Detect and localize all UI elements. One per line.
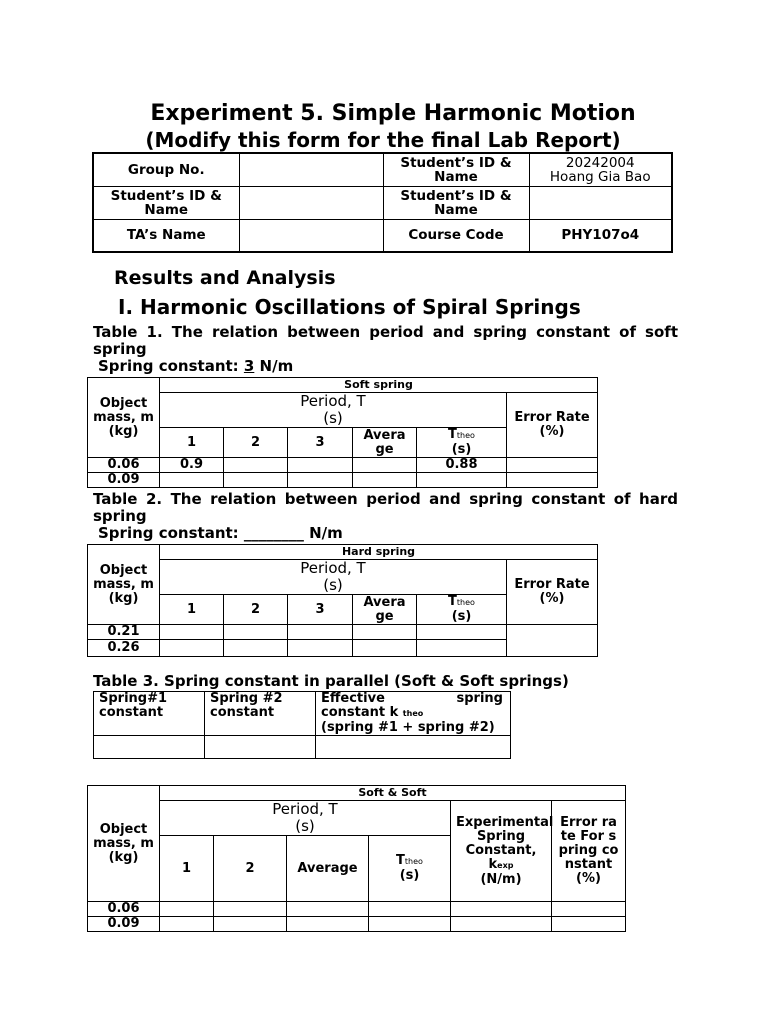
- table4-row2-kexp[interactable]: [451, 917, 552, 932]
- table2-col-2: 2: [224, 595, 288, 625]
- table2-row2-avg[interactable]: [353, 640, 417, 657]
- table1-row2-t2[interactable]: [224, 473, 288, 488]
- table1-constant: [98, 358, 293, 375]
- table4-row1-t2[interactable]: [214, 902, 287, 917]
- ttheo-unit: (s): [399, 868, 420, 883]
- student-value-2[interactable]: [239, 186, 383, 219]
- table3-col3-sub: theo: [402, 709, 424, 718]
- table1-col-ttheo: [417, 428, 507, 458]
- student-label-3: Student’s ID & Name: [383, 186, 529, 219]
- table2-period-line2: (s): [323, 576, 343, 594]
- ttheo-sub: theo: [456, 598, 475, 607]
- table3-col3-header: [316, 692, 511, 736]
- table1-row1-t1[interactable]: 0.9: [160, 458, 224, 473]
- table3-spring1-value[interactable]: [94, 736, 205, 759]
- table2-row1-mass: 0.21: [88, 625, 160, 640]
- table1-row2-mass: 0.09: [88, 473, 160, 488]
- table1-row1-t3[interactable]: [288, 458, 353, 473]
- section-1: I. Harmonic Oscillations of Spiral Springs: [118, 295, 581, 319]
- group-no-label: Group No.: [93, 153, 239, 186]
- table1-row2-t1[interactable]: [160, 473, 224, 488]
- table2-col-average-text: Average: [363, 594, 406, 624]
- table1-col-1: 1: [160, 428, 224, 458]
- table1-row1-avg[interactable]: [353, 458, 417, 473]
- table2-row2-mass: 0.26: [88, 640, 160, 657]
- table4-error-header: [552, 801, 626, 902]
- ttheo-sub: theo: [404, 857, 423, 866]
- table1-group-header: Soft spring: [160, 378, 598, 393]
- table4-row1-avg[interactable]: [287, 902, 369, 917]
- table1-period-line2: (s): [323, 409, 343, 427]
- table3-col3-d: (spring #1 + spring #2): [321, 720, 495, 735]
- table1-row2-t3[interactable]: [288, 473, 353, 488]
- table2-col-1: 1: [160, 595, 224, 625]
- table3: [93, 691, 511, 759]
- info-table: [92, 152, 673, 253]
- table1-col-2: 2: [224, 428, 288, 458]
- table4-exp-const-header: [451, 801, 552, 902]
- table4-col-2: 2: [214, 836, 287, 902]
- table1-row1-t2[interactable]: [224, 458, 288, 473]
- table1-caption: Table 1. The relation between period and spring constant of soft spring: [93, 323, 678, 358]
- ttheo-sub: theo: [456, 431, 475, 440]
- table4-row1-mass: 0.06: [88, 902, 160, 917]
- ttheo-unit: (s): [451, 609, 472, 624]
- table3-col3-a: Effective: [321, 691, 385, 706]
- table4-exp-const-text: Experimental Spring Constant,: [456, 814, 554, 858]
- student-value-1[interactable]: [529, 153, 672, 186]
- table4-group-header: Soft & Soft: [160, 786, 626, 801]
- student-label-1: Student’s ID & Name: [383, 153, 529, 186]
- course-code-label: Course Code: [383, 219, 529, 252]
- table4-row1-t1[interactable]: [160, 902, 214, 917]
- table4-object-mass-header: Object mass, m (kg): [88, 786, 160, 902]
- table1-col-3: 3: [288, 428, 353, 458]
- page-subtitle: (Modify this form for the final Lab Report): [145, 128, 621, 152]
- ttheo-unit: (s): [451, 442, 472, 457]
- table3-col1-header: Spring#1 constant: [94, 692, 205, 736]
- table4-row1-kexp[interactable]: [451, 902, 552, 917]
- page-title: Experiment 5. Simple Harmonic Motion: [150, 101, 636, 126]
- table4-error-text: Error rate For spring constant (%): [558, 815, 619, 886]
- table3-caption: Table 3. Spring constant in parallel (Soft & Soft springs): [93, 672, 569, 690]
- table4-exp-unit: (N/m): [480, 871, 522, 887]
- table1-row2-theo[interactable]: [417, 473, 507, 488]
- table1-row1-error[interactable]: [507, 458, 598, 473]
- student-id: 20242004: [565, 154, 635, 171]
- ttheo-label: T: [448, 594, 457, 609]
- table2-row1-avg[interactable]: [353, 625, 417, 640]
- table2-group-header: Hard spring: [160, 545, 598, 560]
- table1-period-header: [160, 393, 507, 428]
- table2-row2-t2[interactable]: [224, 640, 288, 657]
- table4-col-ttheo: [369, 836, 451, 902]
- table2-row2-t1[interactable]: [160, 640, 224, 657]
- table2-error-value[interactable]: [507, 625, 598, 657]
- table1-row2-avg[interactable]: [353, 473, 417, 488]
- table4-row2-theo[interactable]: [369, 917, 451, 932]
- table3-effective-value[interactable]: [316, 736, 511, 759]
- table1-period-line1: Period, T: [300, 392, 366, 410]
- student-label-2: Student’s ID & Name: [93, 186, 239, 219]
- table1-row1-theo[interactable]: 0.88: [417, 458, 507, 473]
- table4-exp-k: k: [488, 856, 498, 872]
- table1-constant-prefix: Spring constant:: [98, 357, 244, 375]
- table1-row2-error[interactable]: [507, 473, 598, 488]
- table1-col-average: [353, 428, 417, 458]
- table4-period-line2: (s): [295, 817, 315, 835]
- table4-row2-avg[interactable]: [287, 917, 369, 932]
- table2-caption: Table 2. The relation between period and spring constant of hard spring: [93, 490, 678, 525]
- table2-period-line1: Period, T: [300, 559, 366, 577]
- ttheo-label: T: [396, 853, 405, 868]
- table2-row1-theo[interactable]: [417, 625, 507, 640]
- group-no-value[interactable]: [239, 153, 383, 186]
- table2-object-mass-header: Object mass, m (kg): [88, 545, 160, 625]
- table4-period-line1: Period, T: [272, 800, 338, 818]
- table2-period-header: [160, 560, 507, 595]
- table1: [87, 377, 598, 488]
- ttheo-label: T: [448, 427, 457, 442]
- table4: [87, 785, 626, 932]
- table2-error-header: Error Rate (%): [507, 560, 598, 625]
- table4-row1-theo[interactable]: [369, 902, 451, 917]
- table1-constant-value: 3: [243, 357, 255, 375]
- course-code-value: PHY107o4: [529, 219, 672, 252]
- table2-col-ttheo: [417, 595, 507, 625]
- table3-col3-b: spring: [456, 691, 503, 706]
- table2-row1-t1[interactable]: [160, 625, 224, 640]
- ta-value[interactable]: [239, 219, 383, 252]
- table4-period-header: [160, 801, 451, 836]
- table4-row1-error[interactable]: [552, 902, 626, 917]
- student-name: Hoang Gia Bao: [549, 168, 651, 185]
- table2-row1-t3[interactable]: [288, 625, 353, 640]
- ta-label: TA’s Name: [93, 219, 239, 252]
- table2: [87, 544, 598, 657]
- table2-col-average: [353, 595, 417, 625]
- table3-spring2-value[interactable]: [205, 736, 316, 759]
- table1-row1-mass: 0.06: [88, 458, 160, 473]
- table4-row2-mass: 0.09: [88, 917, 160, 932]
- table4-row2-error[interactable]: [552, 917, 626, 932]
- student-value-3[interactable]: [529, 186, 672, 219]
- table1-object-mass-header: Object mass, m (kg): [88, 378, 160, 458]
- section-results: Results and Analysis: [114, 267, 336, 289]
- table2-row1-t2[interactable]: [224, 625, 288, 640]
- table2-constant: Spring constant: ________ N/m: [98, 524, 343, 542]
- table4-col-average: Average: [287, 836, 369, 902]
- table1-error-header: Error Rate (%): [507, 393, 598, 458]
- table4-row2-t2[interactable]: [214, 917, 287, 932]
- table4-row2-t1[interactable]: [160, 917, 214, 932]
- table1-col-average-text: Average: [363, 427, 406, 457]
- table2-col-3: 3: [288, 595, 353, 625]
- table4-exp-sub: exp: [497, 860, 514, 870]
- table1-constant-unit: N/m: [254, 357, 294, 375]
- table4-col-1: 1: [160, 836, 214, 902]
- table2-row2-t3[interactable]: [288, 640, 353, 657]
- table3-col3-c: constant k: [321, 705, 399, 720]
- table3-col2-header: Spring #2 constant: [205, 692, 316, 736]
- table2-row2-theo[interactable]: [417, 640, 507, 657]
